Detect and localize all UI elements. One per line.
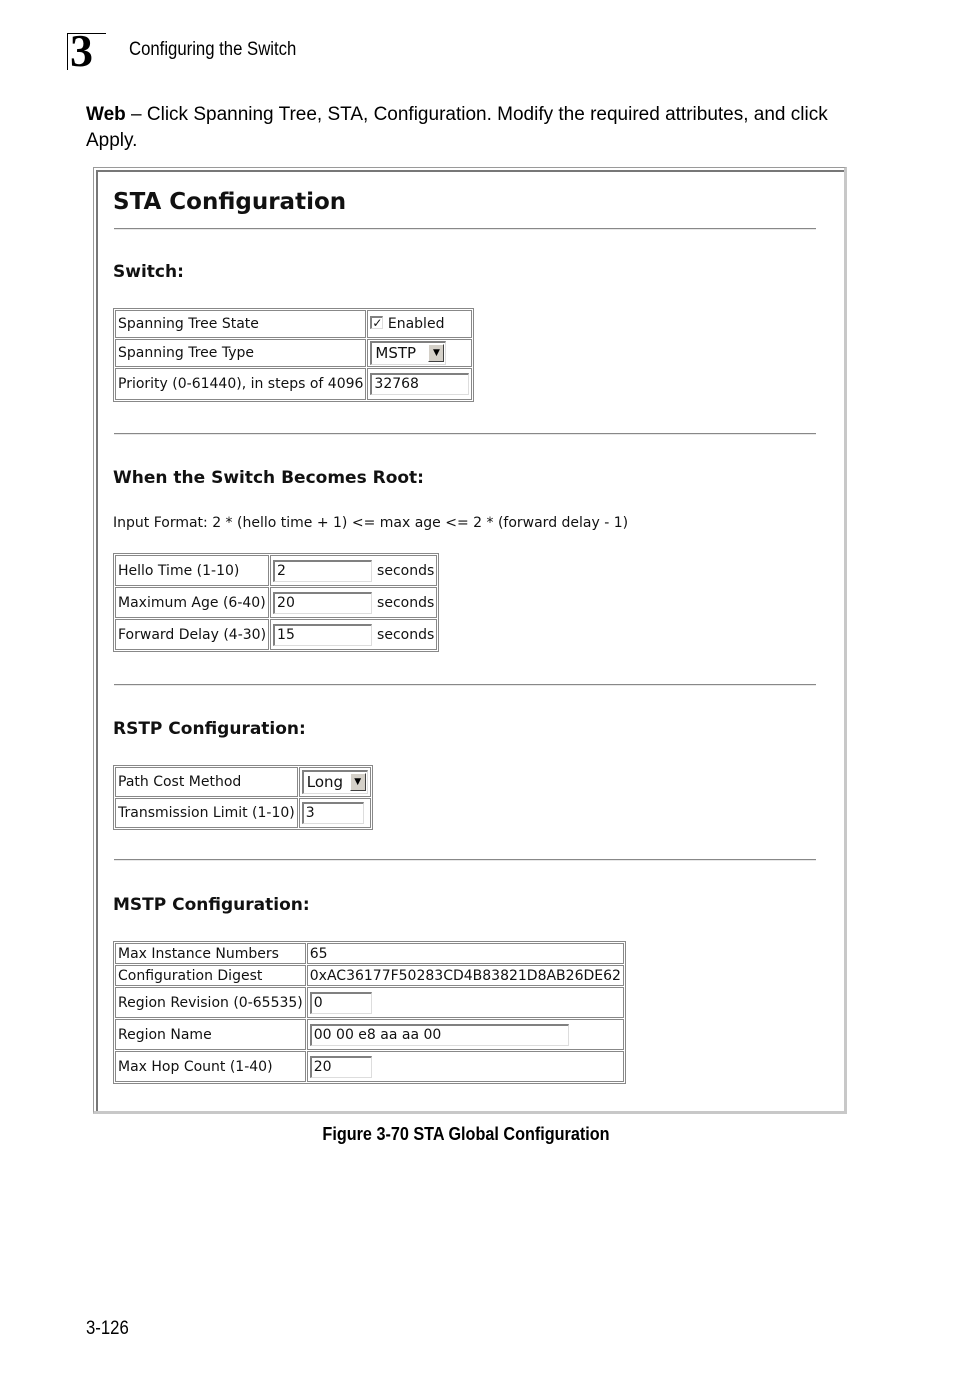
intro-text: – Click Spanning Tree, STA, Configuration. Modify the required attributes, and click Apply. xyxy=(86,104,828,151)
divider xyxy=(114,859,816,861)
table-row xyxy=(115,767,371,797)
digest-value: 0xAC36177F50283CD4B83821D8AB26DE62 xyxy=(307,965,624,986)
region-revision-input[interactable]: 0 xyxy=(310,992,372,1014)
transmission-limit-input[interactable]: 3 xyxy=(302,802,364,824)
mstp-table xyxy=(113,941,626,1084)
type-label: Spanning Tree Type xyxy=(115,339,366,367)
priority-cell xyxy=(367,368,472,400)
region-rev-cell xyxy=(307,987,624,1018)
root-heading: When the Switch Becomes Root: xyxy=(113,468,424,488)
page-title: STA Configuration xyxy=(113,189,347,215)
maxinst-value: 65 xyxy=(307,943,624,964)
pathcost-value: Long xyxy=(306,773,344,791)
chevron-down-icon[interactable]: ▼ xyxy=(428,344,444,362)
chapter-number: 3 xyxy=(70,25,93,76)
running-head: Configuring the Switch xyxy=(129,39,297,60)
region-rev-label: Region Revision (0-65535) xyxy=(115,987,306,1018)
intro-lead: Web xyxy=(86,104,126,125)
maxhop-label: Max Hop Count (1-40) xyxy=(115,1051,306,1082)
path-cost-method-select[interactable] xyxy=(302,770,368,794)
maxhop-cell xyxy=(307,1051,624,1082)
forward-delay-input[interactable]: 15 xyxy=(273,624,372,646)
pathcost-label: Path Cost Method xyxy=(115,767,298,797)
table-row xyxy=(115,798,371,828)
switch-heading: Switch: xyxy=(113,262,184,282)
unit-label: seconds xyxy=(377,562,435,579)
sta-config-page xyxy=(96,170,844,1111)
state-value: Enabled xyxy=(387,316,445,332)
table-row xyxy=(115,339,472,367)
divider xyxy=(114,684,816,686)
chevron-down-icon[interactable]: ▼ xyxy=(350,773,366,791)
table-row xyxy=(115,1051,624,1082)
input-format-note: Input Format: 2 * (hello time + 1) <= max age <= 2 * (forward delay - 1) xyxy=(113,515,629,531)
rstp-table xyxy=(113,765,373,830)
table-row xyxy=(115,555,437,586)
max-age-input[interactable]: 20 xyxy=(273,592,372,614)
maxage-label: Maximum Age (6-40) xyxy=(115,587,269,618)
hello-label: Hello Time (1-10) xyxy=(115,555,269,586)
pathcost-cell xyxy=(299,767,371,797)
priority-input[interactable]: 32768 xyxy=(370,373,469,395)
txlimit-label: Transmission Limit (1-10) xyxy=(115,798,298,828)
maxinst-label: Max Instance Numbers xyxy=(115,943,306,964)
page-number: 3-126 xyxy=(86,1318,129,1339)
maxage-cell xyxy=(270,587,437,618)
state-cell xyxy=(367,310,472,338)
switch-table xyxy=(113,308,474,402)
root-table xyxy=(113,553,439,652)
fwd-label: Forward Delay (4-30) xyxy=(115,619,269,650)
table-row xyxy=(115,587,437,618)
table-row xyxy=(115,1019,624,1050)
state-label: Spanning Tree State xyxy=(115,310,366,338)
txlimit-cell xyxy=(299,798,371,828)
priority-label: Priority (0-61440), in steps of 4096 xyxy=(115,368,366,400)
table-row xyxy=(115,310,472,338)
region-name-label: Region Name xyxy=(115,1019,306,1050)
hello-time-input[interactable]: 2 xyxy=(273,560,372,582)
table-row xyxy=(115,619,437,650)
table-row xyxy=(115,965,624,986)
type-value: MSTP xyxy=(375,344,417,362)
spanning-tree-checkbox[interactable]: ✓ xyxy=(372,315,383,330)
type-cell xyxy=(367,339,472,367)
intro-paragraph xyxy=(86,102,866,154)
digest-label: Configuration Digest xyxy=(115,965,306,986)
figure-caption: Figure 3-70 STA Global Configuration xyxy=(322,1124,610,1144)
max-hop-count-input[interactable]: 20 xyxy=(310,1056,372,1078)
table-row xyxy=(115,368,472,400)
region-name-input[interactable]: 00 00 e8 aa aa 00 xyxy=(310,1024,569,1046)
hello-cell xyxy=(270,555,437,586)
spanning-tree-type-select[interactable] xyxy=(370,341,446,365)
rstp-heading: RSTP Configuration: xyxy=(113,719,306,739)
divider xyxy=(114,433,816,435)
unit-label: seconds xyxy=(377,594,435,611)
unit-label: seconds xyxy=(377,626,435,643)
fwd-cell xyxy=(270,619,437,650)
table-row xyxy=(115,943,624,964)
screenshot-frame xyxy=(93,167,847,1114)
mstp-heading: MSTP Configuration: xyxy=(113,895,310,915)
region-name-cell xyxy=(307,1019,624,1050)
table-row xyxy=(115,987,624,1018)
divider xyxy=(114,228,816,230)
